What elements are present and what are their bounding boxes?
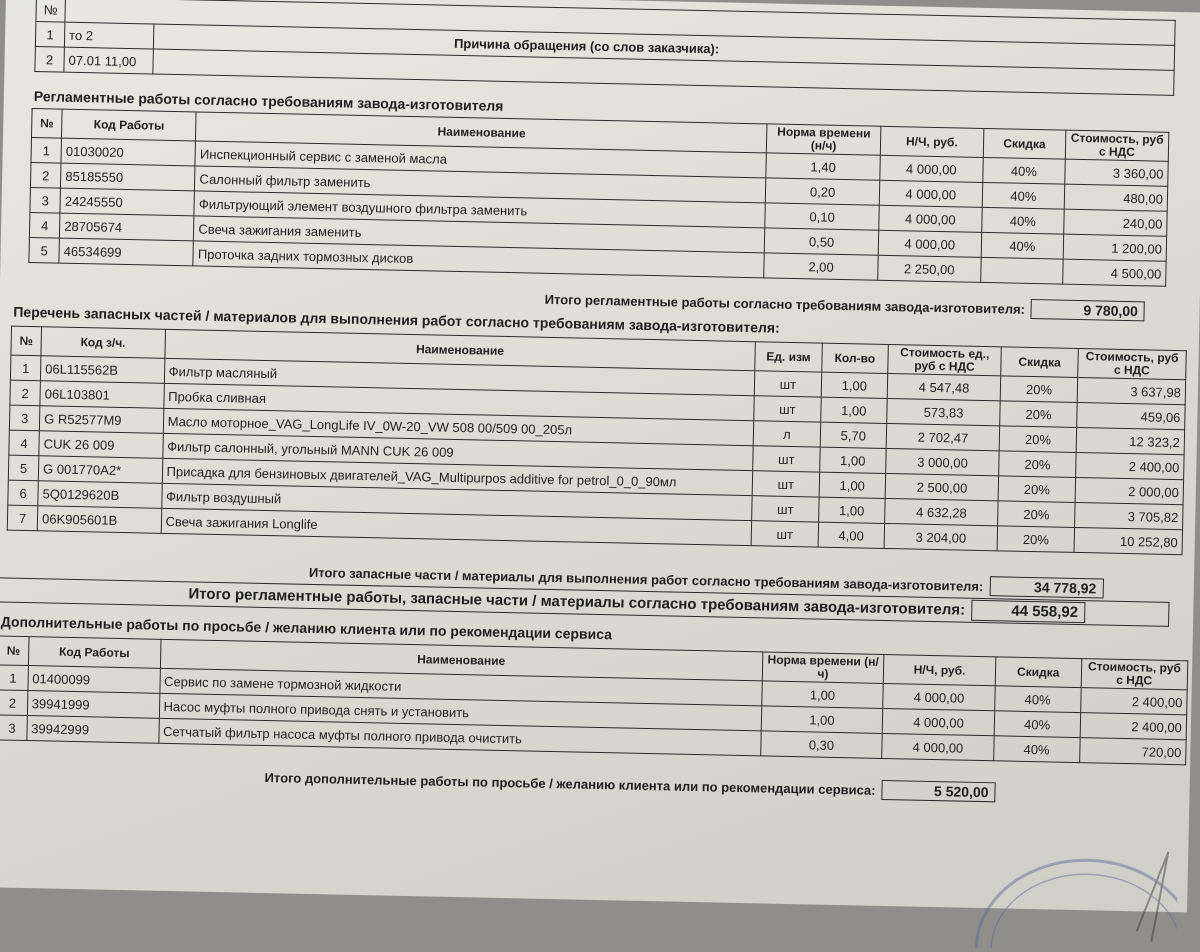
col-header: Стоимость, руб с НДС	[1081, 659, 1188, 690]
unit: шт	[752, 471, 819, 497]
hour-rate: 4 000,00	[879, 180, 982, 207]
reglament-title: Регламентные работы согласно требованиям завода-изготовителя	[33, 88, 504, 114]
row-number: 1	[31, 137, 62, 163]
work-code: 39941999	[27, 691, 159, 719]
part-code: G R52577M9	[39, 406, 163, 434]
discount: 40%	[994, 711, 1080, 738]
discount: 20%	[998, 476, 1075, 503]
col-header: Кол-во	[821, 343, 888, 373]
cost: 2 400,00	[1076, 452, 1185, 479]
col-header: №	[11, 326, 42, 356]
header-row-text: то 2	[64, 22, 154, 49]
parts-total-label: Итого запасные части / материалы для выполнения работ согласно требованиям завода-изготовителя:	[308, 564, 984, 595]
work-name: Фильтрующий элемент воздушного фильтра заменить	[194, 191, 765, 228]
unit: шт	[751, 521, 818, 547]
reglament-table	[28, 108, 1169, 287]
quantity: 1,00	[821, 372, 888, 398]
discount: 20%	[999, 451, 1076, 478]
discount: 40%	[981, 232, 1064, 259]
work-name: Сетчатый фильтр насоса муфты полного привода очистить	[158, 718, 761, 756]
row-number: 6	[8, 480, 39, 506]
cost: 459,06	[1077, 402, 1186, 429]
col-header: Скидка	[1001, 347, 1078, 378]
hour-rate: 2 250,00	[878, 255, 981, 282]
quantity: 5,70	[820, 422, 887, 448]
cost: 3 360,00	[1065, 159, 1169, 186]
row-number: 1	[0, 665, 28, 691]
col-header: Стоимость ед., руб с НДС	[888, 344, 1002, 375]
parts-total-value: 34 778,92	[989, 576, 1103, 598]
row-number: 3	[9, 405, 40, 431]
hour-rate: 4 000,00	[883, 708, 995, 735]
col-header: Стоимость, руб с НДС	[1065, 130, 1169, 161]
col-header: Норма времени (н/ч)	[762, 652, 884, 684]
additional-table	[0, 635, 1188, 765]
part-code: 06K905601B	[37, 506, 161, 534]
col-header: Н/Ч, руб.	[884, 654, 996, 685]
col-header: №	[0, 636, 29, 666]
work-name: Насос муфты полного привода снять и установить	[159, 693, 762, 731]
discount: 20%	[1000, 401, 1077, 428]
header-row-num: 2	[35, 47, 65, 73]
grand-total-label: Итого регламентные работы, запасные части / материалы согласно требованиям завода-изготовителя:	[188, 585, 966, 619]
row-number: 2	[30, 162, 61, 188]
hour-rate: 4 000,00	[879, 205, 982, 232]
reglament-total-label: Итого регламентные работы согласно требованиям завода-изготовителя:	[544, 291, 1026, 317]
row-number: 1	[10, 355, 41, 381]
reason-table	[34, 0, 1175, 96]
unit: л	[753, 421, 820, 447]
work-code: 28705674	[60, 213, 195, 241]
additional-title: Дополнительные работы по просьбе / желанию клиента или по рекомендации сервиса	[0, 613, 613, 643]
part-name: Присадка для бензиновых двигателей_VAG_Multipurpos additive for petrol_0_0_90мл	[162, 458, 753, 495]
unit-price: 4 547,48	[887, 373, 1001, 400]
unit-price: 4 632,28	[885, 498, 999, 525]
unit-price: 2 702,47	[886, 423, 1000, 450]
additional-total	[264, 767, 995, 802]
col-header: Код з/ч.	[41, 327, 165, 359]
unit: шт	[754, 371, 821, 397]
hour-rate: 4 000,00	[882, 733, 994, 760]
work-name: Проточка задних тормозных дисков	[193, 241, 764, 278]
grand-total-value: 44 558,92	[971, 600, 1085, 623]
row-number: 4	[9, 430, 40, 456]
hour-rate: 4 000,00	[883, 683, 995, 710]
work-code: 01400099	[28, 666, 160, 694]
work-code: 39942999	[27, 716, 159, 744]
cost: 720,00	[1079, 738, 1186, 765]
discount: 20%	[999, 426, 1076, 453]
row-number: 5	[8, 455, 39, 481]
cost: 4 500,00	[1063, 259, 1167, 286]
col-header: Скидка	[983, 128, 1066, 159]
header-row-text: 07.01 11,00	[64, 47, 154, 74]
row-number: 3	[0, 715, 27, 741]
col-header: Стоимость, руб с НДС	[1078, 348, 1187, 379]
header-no-label: №	[36, 0, 66, 22]
time-norm: 0,50	[765, 228, 879, 255]
part-code: 06L115562B	[40, 356, 164, 384]
row-number: 7	[7, 505, 38, 531]
discount: 20%	[997, 526, 1074, 553]
unit-price: 2 500,00	[885, 473, 999, 500]
discount: 40%	[982, 182, 1065, 209]
work-code: 01030020	[61, 138, 196, 166]
discount: 40%	[983, 157, 1066, 184]
discount	[980, 257, 1063, 284]
time-norm: 1,40	[766, 153, 880, 180]
col-header: Ед. изм	[755, 342, 822, 372]
unit-price: 3 204,00	[884, 523, 998, 550]
work-code: 24245550	[60, 188, 195, 216]
time-norm: 1,00	[761, 681, 883, 709]
work-code: 85185550	[61, 163, 196, 191]
col-header: Наименование	[160, 639, 763, 681]
unit: шт	[753, 446, 820, 472]
work-name: Инспекционный сервис с заменой масла	[195, 141, 766, 178]
part-code: CUK 26 009	[39, 431, 163, 459]
col-header: Скидка	[995, 657, 1081, 688]
cost: 240,00	[1064, 209, 1168, 236]
part-name: Фильтр воздушный	[161, 483, 752, 520]
work-name: Сервис по замене тормозной жидкости	[159, 668, 762, 706]
discount: 40%	[982, 207, 1065, 234]
row-number: 2	[10, 380, 41, 406]
cost: 3 637,98	[1077, 377, 1186, 404]
row-number: 2	[0, 690, 28, 716]
row-number: 5	[29, 237, 60, 263]
cost: 1 200,00	[1063, 234, 1167, 261]
work-code: 46534699	[59, 238, 194, 266]
col-header: Код Работы	[62, 109, 197, 141]
discount: 40%	[994, 686, 1080, 713]
col-header: Н/Ч, руб.	[880, 126, 984, 157]
part-name: Масло моторное_VAG_LongLife IV_0W-20_VW 508 00/509 00_205л	[163, 408, 754, 445]
cost: 2 400,00	[1080, 688, 1187, 715]
cost: 480,00	[1064, 184, 1168, 211]
quantity: 1,00	[818, 497, 885, 523]
part-code: 5Q0129620B	[38, 481, 162, 509]
quantity: 1,00	[819, 447, 886, 473]
time-norm: 0,30	[760, 731, 882, 759]
header-row-num: 1	[35, 22, 65, 48]
part-name: Фильтр масляный	[164, 358, 755, 395]
col-header: Наименование	[196, 112, 768, 153]
row-number: 4	[29, 212, 60, 238]
additional-total-label: Итого дополнительные работы по просьбе / желанию клиента или по рекомендации сервиса:	[264, 770, 876, 798]
time-norm: 1,00	[761, 706, 883, 734]
discount: 40%	[993, 736, 1079, 763]
discount: 20%	[998, 501, 1075, 528]
reason-label: Причина обращения (со слов заказчика):	[153, 24, 1174, 70]
reglament-total-value: 9 780,00	[1031, 299, 1145, 321]
time-norm: 0,20	[766, 178, 880, 205]
col-header: Норма времени (н/ч)	[767, 124, 881, 155]
part-code: G 001770A2*	[38, 456, 162, 484]
unit-price: 3 000,00	[886, 448, 1000, 475]
cost: 12 323,2	[1076, 427, 1185, 454]
part-name: Свеча зажигания Longlife	[161, 508, 752, 545]
col-header: №	[31, 109, 62, 139]
col-header: Наименование	[165, 329, 756, 370]
stamp-icon	[936, 817, 1179, 952]
cost: 10 252,80	[1074, 527, 1183, 554]
cost: 3 705,82	[1075, 502, 1184, 529]
parts-title: Перечень запасных частей / материалов для выполнения работ согласно требованиям завода-изготовителя:	[13, 303, 780, 336]
part-code: 06L103801	[40, 381, 164, 409]
work-name: Салонный фильтр заменить	[195, 166, 766, 203]
quantity: 4,00	[818, 522, 885, 548]
part-name: Пробка сливная	[163, 383, 754, 420]
work-name: Свеча зажигания заменить	[194, 216, 765, 253]
quantity: 1,00	[819, 472, 886, 498]
time-norm: 0,10	[765, 203, 879, 230]
cost: 2 000,00	[1075, 477, 1184, 504]
additional-total-value: 5 520,00	[881, 780, 995, 802]
col-header: Код Работы	[28, 637, 160, 669]
unit: шт	[754, 396, 821, 422]
hour-rate: 4 000,00	[878, 230, 981, 257]
unit-price: 573,83	[887, 398, 1001, 425]
unit: шт	[752, 496, 819, 522]
discount: 20%	[1000, 376, 1077, 403]
cost: 2 400,00	[1080, 713, 1187, 740]
part-name: Фильтр салонный, угольный MANN CUK 26 009	[162, 433, 753, 470]
parts-table	[7, 326, 1187, 556]
hour-rate: 4 000,00	[880, 155, 983, 182]
time-norm: 2,00	[764, 253, 878, 280]
quantity: 1,00	[820, 397, 887, 423]
row-number: 3	[30, 187, 61, 213]
